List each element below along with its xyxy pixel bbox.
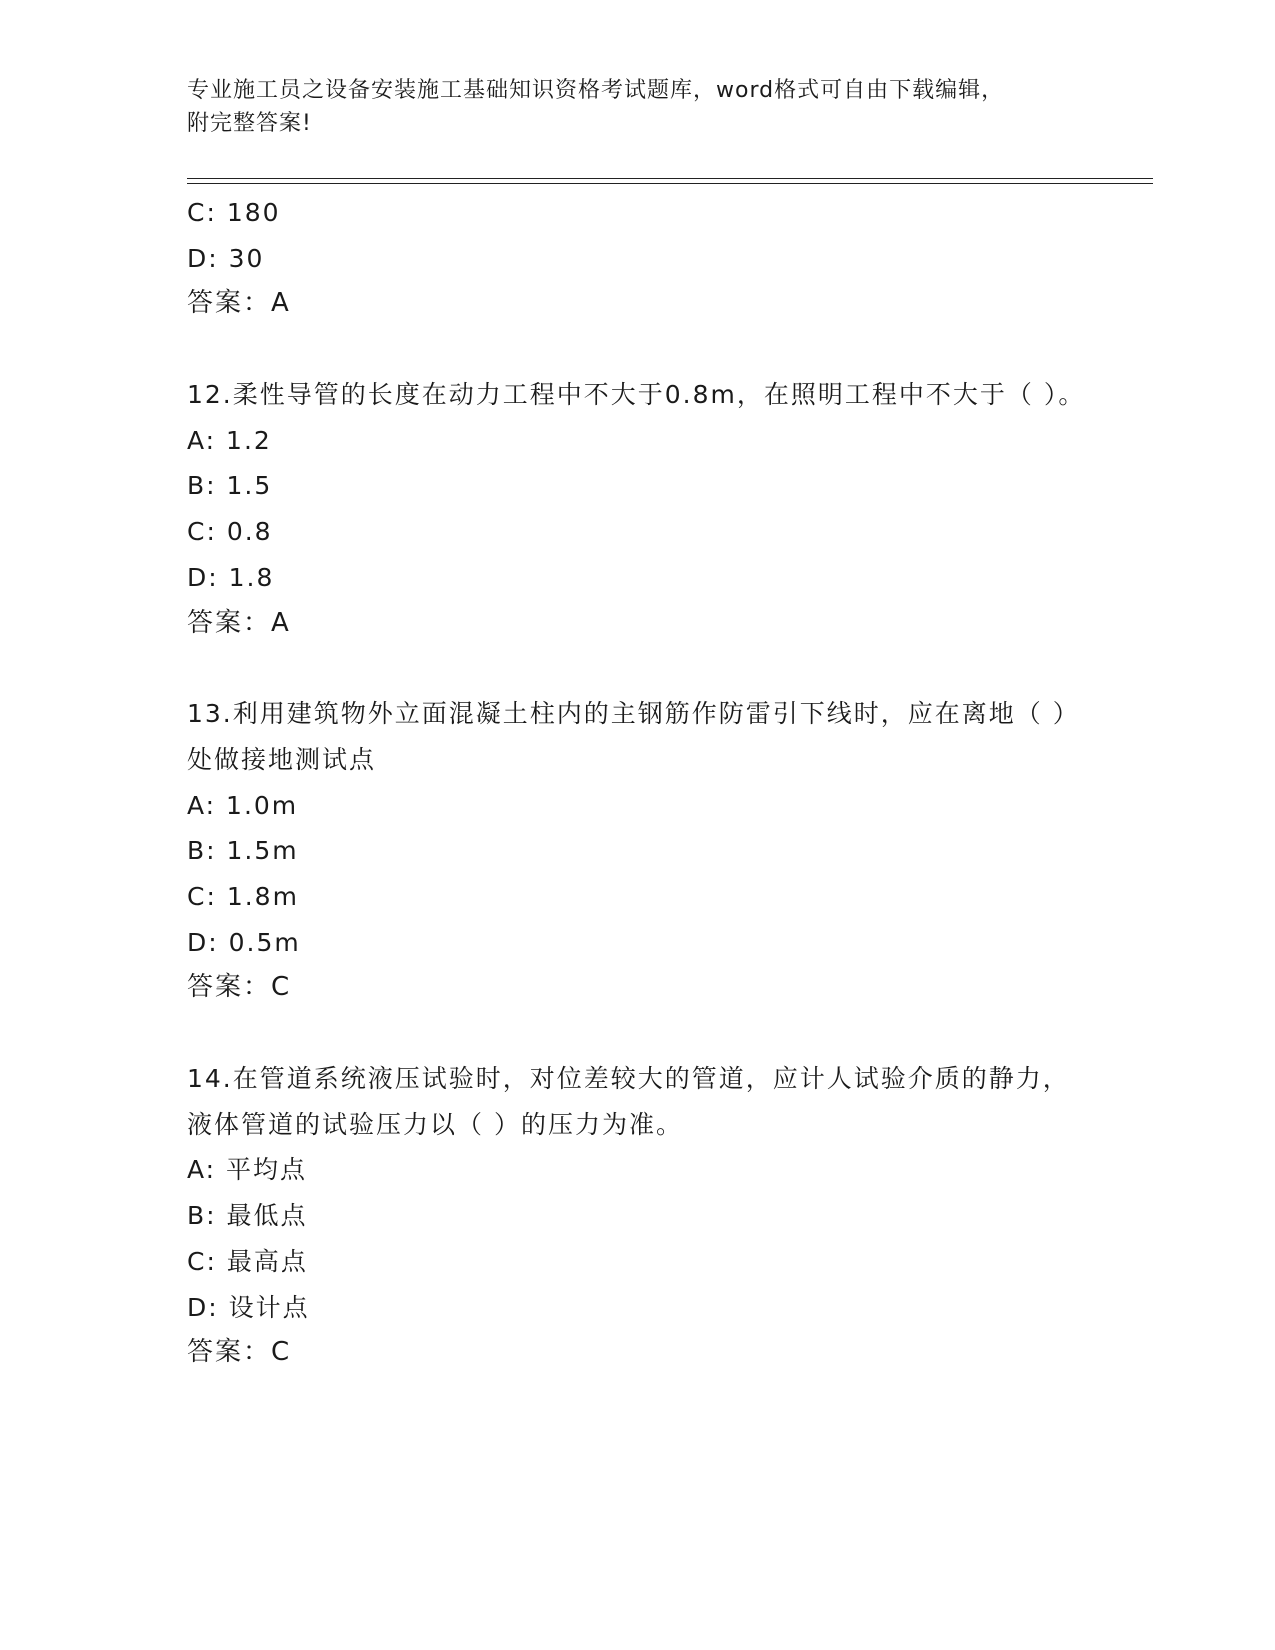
spacer xyxy=(187,327,1087,372)
header-divider-bottom xyxy=(187,183,1153,184)
option-c: C: 180 xyxy=(187,198,281,227)
option-d: D: 0.5m xyxy=(187,927,301,957)
answer-line: 答案：C xyxy=(187,972,292,1003)
question-stem: 13.利用建筑物外立面混凝土柱内的主钢筋作防雷引下线时，应在离地（ ）处做接地测试点 xyxy=(187,699,1080,774)
option-d: D: 1.8 xyxy=(187,562,275,592)
question-11-continuation xyxy=(187,190,1087,327)
question-content xyxy=(187,190,1087,1376)
option-b: B: 1.5m xyxy=(187,836,299,866)
option-c: C: 0.8 xyxy=(187,517,273,547)
answer-line: 答案：A xyxy=(187,288,291,319)
option-d: D: 30 xyxy=(187,243,265,273)
question-14 xyxy=(187,1056,1087,1376)
option-b: B: 1.5 xyxy=(187,471,273,501)
option-c: C: 1.8m xyxy=(187,881,299,911)
header-title-line-2: 附完整答案! xyxy=(187,111,312,136)
question-stem: 14.在管道系统液压试验时，对位差较大的管道，应计人试验介质的静力，液体管道的试验压力以（ ）的压力为准。 xyxy=(187,1064,1070,1139)
document-header xyxy=(187,74,1087,140)
answer-line: 答案：A xyxy=(187,607,291,638)
answer-line: 答案：C xyxy=(187,1337,292,1368)
question-12 xyxy=(187,372,1087,646)
question-13 xyxy=(187,691,1087,1011)
question-stem: 12.柔性导管的长度在动力工程中不大于0.8m，在照明工程中不大于（ ）。 xyxy=(187,380,1086,410)
option-a: A: 1.0m xyxy=(187,790,299,820)
option-b: B: 最低点 xyxy=(187,1201,308,1231)
header-divider-top xyxy=(187,178,1153,179)
option-a: A: 1.2 xyxy=(187,425,272,455)
spacer xyxy=(187,1011,1087,1056)
header-title-line-1: 专业施工员之设备安装施工基础知识资格考试题库，word格式可自由下载编辑， xyxy=(187,78,1005,103)
option-d: D: 设计点 xyxy=(187,1292,310,1322)
option-a: A: 平均点 xyxy=(187,1155,308,1185)
option-c: C: 最高点 xyxy=(187,1246,308,1276)
spacer xyxy=(187,646,1087,691)
